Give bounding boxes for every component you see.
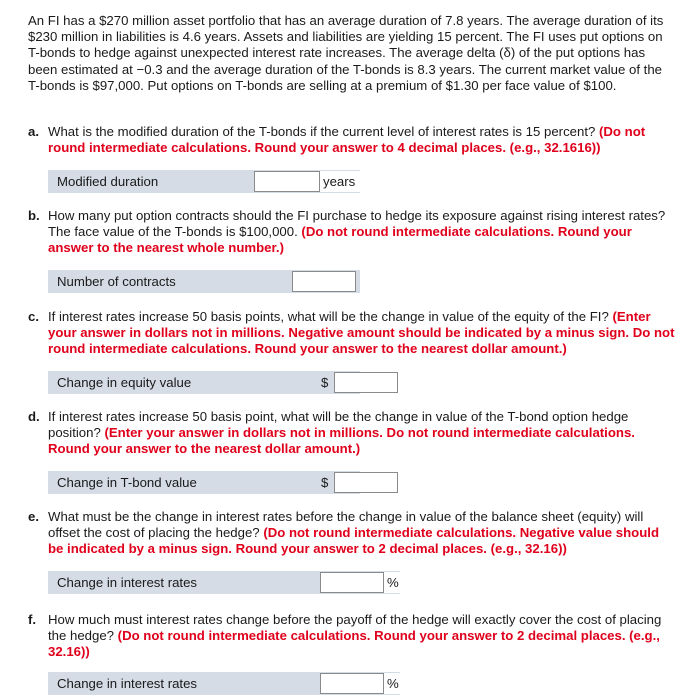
question-letter: b. bbox=[28, 208, 40, 223]
number-of-contracts-input[interactable] bbox=[292, 271, 356, 292]
currency-symbol: $ bbox=[321, 375, 329, 390]
question-letter: a. bbox=[28, 124, 39, 139]
question-letter: f. bbox=[28, 612, 37, 627]
question-text: How many put option contracts should the FI purchase to hedge its exposure against rising interest rates? The face value of the T-bonds is $100,000. bbox=[48, 208, 666, 239]
question-instruction: (Do not round intermediate calculations. Round your answer to 4 decimal places. (e.g., 32.1616)) bbox=[48, 124, 646, 155]
question-instruction: (Do not round intermediate calculations. Round your answer to 2 decimal places. (e.g., 32.16)) bbox=[48, 628, 660, 659]
question-text: How much must interest rates change before the payoff of the hedge will exactly cover the cost of placing the hedge? bbox=[48, 612, 662, 643]
answer-label: Change in equity value bbox=[57, 375, 192, 390]
question-text: If interest rates increase 50 basis points, what will be the change in value of the equity of the FI? bbox=[48, 309, 613, 324]
answer-label: Modified duration bbox=[57, 174, 159, 189]
question-a bbox=[28, 124, 678, 156]
modified-duration-input[interactable] bbox=[254, 171, 320, 192]
answer-row-b bbox=[48, 270, 360, 293]
answer-row-a bbox=[48, 170, 360, 193]
answer-unit: % bbox=[384, 572, 403, 593]
question-text: What is the modified duration of the T-bonds if the current level of interest rates is 15 percent? bbox=[48, 124, 599, 139]
change-in-equity-input[interactable] bbox=[334, 372, 398, 393]
answer-unit: years bbox=[320, 171, 363, 192]
answer-row-c bbox=[48, 371, 360, 394]
answer-row-e bbox=[48, 571, 400, 594]
question-text: If interest rates increase 50 basis point, what will be the change in value of the T-bond option hedge position? bbox=[48, 409, 629, 440]
question-e bbox=[28, 509, 678, 557]
question-d bbox=[28, 409, 678, 457]
question-instruction: (Do not round intermediate calculations. Round your answer to the nearest whole number.) bbox=[48, 224, 632, 255]
rate-change-hedge-input[interactable] bbox=[320, 673, 384, 694]
answer-row-d bbox=[48, 471, 360, 494]
question-letter: c. bbox=[28, 309, 39, 324]
currency-symbol: $ bbox=[321, 475, 329, 490]
question-instruction: (Enter your answer in dollars not in millions. Negative amount should be indicated by a minus sign. Do not round intermediate calculations. Round your answer to the nearest dollar amount.) bbox=[48, 309, 675, 356]
question-c bbox=[28, 309, 678, 357]
question-text: What must be the change in interest rates before the change in value of the balance sheet (equity) will offset the cost of placing the hedge? bbox=[48, 509, 644, 540]
answer-label: Change in T-bond value bbox=[57, 475, 197, 490]
change-in-interest-rates-input[interactable] bbox=[320, 572, 384, 593]
question-instruction: (Enter your answer in dollars not in millions. Do not round intermediate calculations. Round your answer to the nearest dollar amount.) bbox=[48, 425, 635, 456]
question-letter: d. bbox=[28, 409, 40, 424]
answer-label: Change in interest rates bbox=[57, 676, 198, 691]
question-b bbox=[28, 208, 678, 256]
answer-row-f bbox=[48, 672, 400, 695]
change-in-tbond-input[interactable] bbox=[334, 472, 398, 493]
answer-label: Number of contracts bbox=[57, 274, 176, 289]
question-letter: e. bbox=[28, 509, 39, 524]
answer-label: Change in interest rates bbox=[57, 575, 198, 590]
problem-statement: An FI has a $270 million asset portfolio that has an average duration of 7.8 years. The average duration of its $230 million in liabilities is 4.6 years. Assets and liabilities are yielding 15 percent. The FI uses put options on T-bonds to hedge against unexpected interest rate increases. The average delta (δ) of the put options has been estimated at −0.3 and the average duration of the T-bonds is 8.3 years. The current market value of the T-bonds is $97,000. Put options on T-bonds are selling at a premium of $1.30 per face value of $100. bbox=[28, 13, 664, 93]
answer-unit: % bbox=[384, 673, 403, 694]
question-instruction: (Do not round intermediate calculations. Negative value should be indicated by a minus sign. Round your answer to 2 decimal places. (e.g., 32.16)) bbox=[48, 525, 660, 556]
question-f bbox=[28, 612, 678, 660]
